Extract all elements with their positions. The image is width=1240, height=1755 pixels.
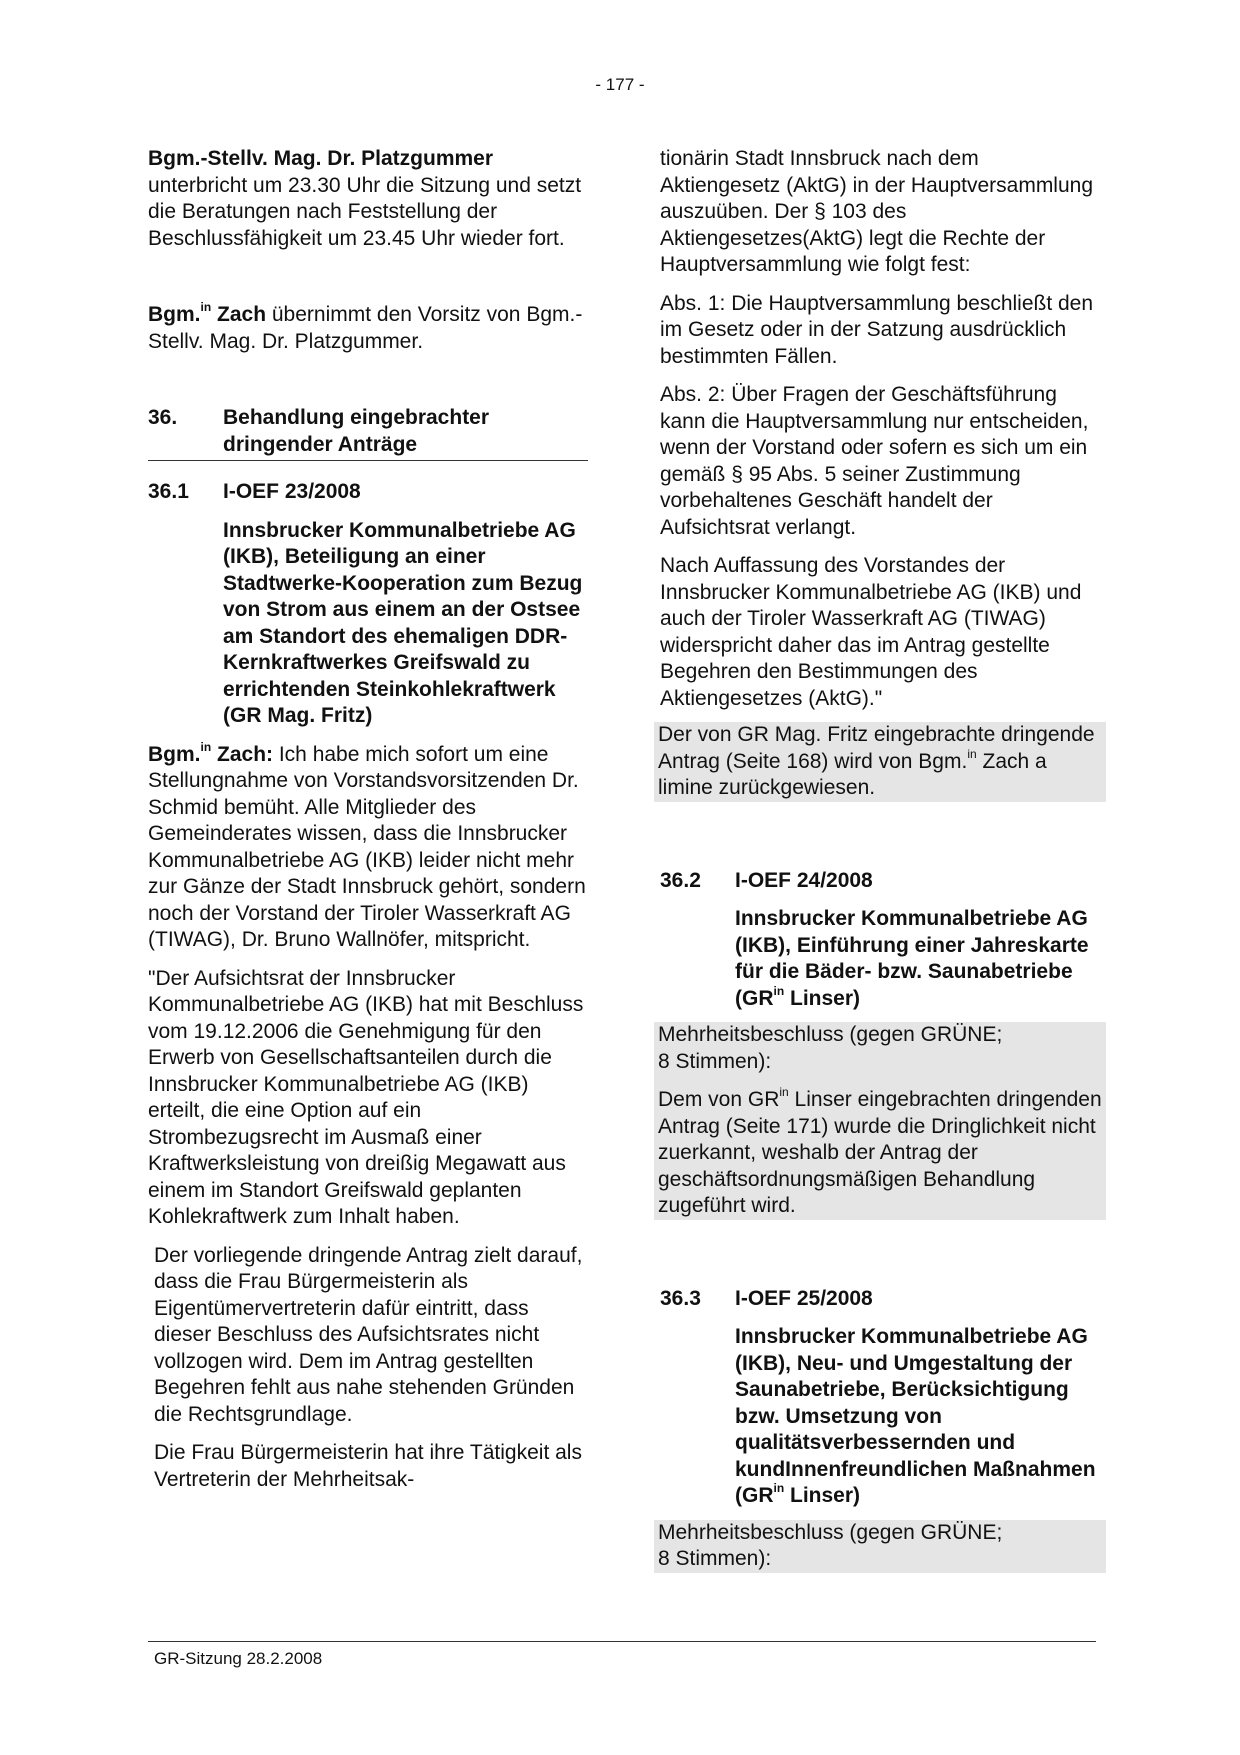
paragraph-chair-change: Bgm.$^{in}$ Zach übernimmt den Vorsitz von Bgm.-Stellv. Mag. Dr. Platzgummer. bbox=[148, 300, 583, 353]
page-number: - 177 - bbox=[595, 75, 645, 94]
decision-box: Mehrheitsbeschluss (gegen GRÜNE; 8 Stimmen): bbox=[654, 1520, 1106, 1573]
speaker-name: Bgm.-Stellv. Mag. Dr. Platzgummer bbox=[148, 147, 494, 170]
paragraph-interruption: Bgm.-Stellv. Mag. Dr. Platzgummer unterbricht um 23.30 Uhr die Sitzung und setzt die Beratungen nach Feststellung der Beschlussfähigkeit um 23.45 Uhr wieder fort. bbox=[148, 147, 582, 250]
agenda-item-title: Innsbrucker Kommunalbetriebe AG (IKB), Neu- und Umgestaltung der Saunabetriebe, Berücksichtigung bzw. Umsetzung von qualitätsverbessernden und kundInnenfreundlichen Maßnahmen ($GR^{in}$ Linser) bbox=[735, 1325, 1096, 1507]
quote-paragraph: "Der Aufsichtsrat der Innsbrucker Kommunalbetriebe AG (IKB) hat mit Beschluss vom 19.12.2006 die Genehmigung für den Erwerb von Gesellschaftsanteilen durch die Innsbrucker Kommunalbetriebe AG (IKB) erteilt, die eine Option auf ein Strombezugsrecht im Ausmaß einer Kraftwerksleistung von dreißig Megawatt aus einem im Standort Greifswald geplanten Kohlekraftwerk zum Inhalt haben. bbox=[148, 966, 584, 1228]
agenda-item-36-3: 36.3 I-OEF 25/2008 bbox=[660, 1286, 873, 1310]
right-column bbox=[660, 146, 1100, 1573]
decision-box: Mehrheitsbeschluss (gegen GRÜNE; 8 Stimmen): Dem von $GR^{in}$ Linser eingebrachten dringenden Antrag (Seite 171) wurde die Dringlichkeit nicht zuerkannt, weshalb der Antrag der geschäftsordnungsmäßigen Behandlung zugeführt wird. bbox=[654, 1022, 1106, 1220]
footer-rule bbox=[148, 1641, 1096, 1642]
agenda-item-title: Innsbrucker Kommunalbetriebe AG (IKB), Einführung einer Jahreskarte für die Bäder- bzw. Saunabetriebe ($GR^{in}$ Linser) bbox=[735, 907, 1089, 1010]
agenda-item-title: Innsbrucker Kommunalbetriebe AG (IKB), Beteiligung an einer Stadtwerke-Kooperation zum Bezug von Strom aus einem an der Ostsee am Standort des ehemaligen DDR-Kernkraftwerkes Greifswald zu errichtenden Steinkohlekraftwerk (GR Mag. Fritz) bbox=[223, 518, 583, 727]
footer: GR-Sitzung 28.2.2008 bbox=[154, 1649, 323, 1668]
decision-box: Der von GR Mag. Fritz eingebrachte dringende Antrag (Seite 168) wird von Bgm.$^{in}$ Zach a limine zurückgewiesen. bbox=[654, 722, 1106, 802]
quote-paragraph: Der vorliegende dringende Antrag zielt darauf, dass die Frau Bürgermeisterin als Eigentümervertreterin dafür eintritt, dass dieser Beschluss des Aufsichtsrates nicht vollzogen wird. Dem im Antrag gestellten Begehren fehlt aus nahe stehenden Gründen die Rechtsgrundlage. bbox=[154, 1243, 583, 1426]
quote-paragraph: Abs. 2: Über Fragen der Geschäftsführung kann die Hauptversammlung nur entscheiden, wenn der Vorstand oder sofern es sich um ein gemäß § 95 Abs. 5 seiner Zustimmung vorbehaltenes Geschäft handelt der Aufsichtsrat verlangt. bbox=[660, 383, 1089, 539]
left-column bbox=[148, 146, 588, 1493]
agenda-item-36-2: 36.2 I-OEF 24/2008 bbox=[660, 868, 873, 892]
quote-paragraph: Nach Auffassung des Vorstandes der Innsbrucker Kommunalbetriebe AG (IKB) und auch der Tiroler Wasserkraft AG (TIWAG) widerspricht daher das im Antrag gestellte Begehren den Bestimmungen des Aktiengesetzes (AktG)." bbox=[660, 554, 1082, 710]
quote-paragraph: tionärin Stadt Innsbruck nach dem Aktiengesetz (AktG) in der Hauptversammlung auszuüben. Der § 103 des Aktiengesetzes(AktG) legt die Rechte der Hauptversammlung wie folgt fest: bbox=[660, 147, 1094, 276]
quote-paragraph: Die Frau Bürgermeisterin hat ihre Tätigkeit als Vertreterin der Mehrheitsak- bbox=[154, 1441, 582, 1491]
quote-paragraph: Abs. 1: Die Hauptversammlung beschließt den im Gesetz oder in der Satzung ausdrücklich bestimmten Fällen. bbox=[660, 291, 1094, 368]
speech-paragraph: Bgm.$^{in}$ Zach: Ich habe mich sofort um eine Stellungnahme von Vorstandsvorsitzenden Dr. Schmid bemüht. Alle Mitglieder des Gemeinderates wissen, dass die Innsbrucker Kommunalbetriebe AG (IKB) leider nicht mehr zur Gänze der Stadt Innsbruck gehört, sondern noch der Vorstand der Tiroler Wasserkraft AG (TIWAG), Dr. Bruno Wallnöfer, mitspricht. bbox=[148, 739, 586, 951]
agenda-item-36-1: 36.1 I-OEF 23/2008 bbox=[148, 480, 361, 503]
section-heading-36: 36. Behandlung eingebrachter dringender Anträge bbox=[148, 405, 588, 461]
